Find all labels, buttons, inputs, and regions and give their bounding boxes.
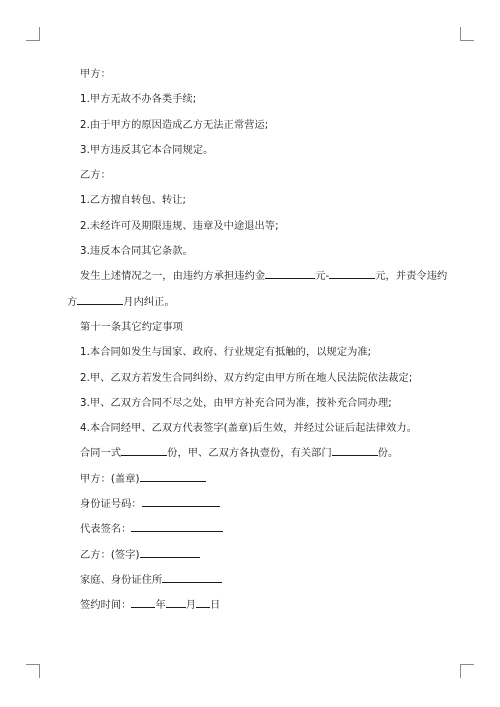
sign-day-blank[interactable] — [196, 598, 210, 608]
page-corner-mark-top-left — [26, 27, 40, 41]
article-11-item-1: 1.本合同如发生与国家、政府、行业规定有抵触的，以规定为准; — [80, 347, 372, 359]
id-number-line — [80, 492, 435, 517]
page-corner-mark-bottom-right — [460, 664, 474, 678]
month-label: 月 — [185, 600, 197, 612]
party-a-item-2: 2.由于甲方的原因造成乙方无法正常营运; — [80, 119, 269, 131]
penalty-text-1: 发生上述情况之一，由违约方承担违约金 — [80, 271, 266, 283]
penalty-text-3: 元，并责令违约 — [375, 271, 448, 283]
article-11-item-4: 4.本合同经甲、乙双方代表签字(盖章)后生效，并经过公证后起法律效力。 — [80, 423, 417, 435]
copies-text-1: 合同一式 — [80, 448, 122, 460]
page-corner-mark-bottom-left — [26, 664, 40, 678]
party-b-heading: 乙方： — [80, 170, 111, 182]
copies-text-3: 份。 — [377, 448, 399, 460]
copies-total-blank[interactable] — [121, 446, 167, 456]
address-line — [80, 568, 435, 593]
address-blank[interactable] — [162, 573, 222, 583]
copies-text-2: 份，甲、乙双方各执壹份，有关部门 — [167, 448, 332, 460]
article-11-heading: 第十一条其它约定事项 — [80, 321, 183, 333]
penalty-text-4: 方 — [67, 296, 78, 308]
party-b-signature-blank[interactable] — [140, 548, 200, 558]
penalty-text-2: 元- — [315, 271, 330, 283]
penalty-text-5: 月内纠正。 — [123, 296, 175, 308]
party-b-item-3: 3.违反本合同其它条款。 — [80, 246, 193, 258]
penalty-amount-max-blank[interactable] — [329, 269, 375, 279]
copies-department-blank[interactable] — [332, 446, 378, 456]
sign-date-line — [80, 593, 435, 618]
penalty-clause — [80, 264, 448, 289]
sign-date-label: 签约时间： — [80, 600, 132, 612]
page-corner-mark-top-right — [460, 27, 474, 41]
id-number-label: 身份证号码： — [80, 499, 142, 511]
party-a-item-1: 1.甲方无故不办各类手续; — [80, 94, 197, 106]
id-number-blank[interactable] — [142, 497, 220, 507]
party-a-seal-blank[interactable] — [140, 472, 206, 482]
party-a-item-3: 3.甲方违反其它本合同规定。 — [80, 144, 214, 156]
document-page — [67, 62, 448, 619]
party-b-item-2: 2.未经许可及期限违规、违章及中途退出等; — [80, 220, 279, 232]
penalty-months-blank[interactable] — [77, 295, 123, 305]
representative-signature-blank[interactable] — [131, 522, 223, 532]
party-b-item-1: 1.乙方擅自转包、转让; — [80, 195, 187, 207]
penalty-clause-continued — [67, 290, 435, 315]
party-a-heading: 甲方： — [80, 69, 111, 80]
sign-month-blank[interactable] — [166, 598, 186, 608]
party-b-signature-label: 乙方：(签字) — [80, 549, 140, 561]
penalty-amount-min-blank[interactable] — [265, 269, 315, 279]
representative-line — [80, 517, 435, 542]
party-a-signature-line — [80, 467, 435, 492]
day-label: 日 — [210, 600, 221, 612]
article-11-item-2: 2.甲、乙双方若发生合同纠纷、双方约定由甲方所在地人民法院依法裁定; — [80, 372, 413, 384]
article-11-item-3: 3.甲、乙双方合同不尽之处，由甲方补充合同为准，按补充合同办理; — [80, 397, 392, 409]
party-a-seal-label: 甲方：(盖章) — [80, 473, 140, 485]
contract-copies-clause — [80, 441, 435, 466]
sign-year-blank[interactable] — [131, 598, 155, 608]
party-b-signature-line — [80, 543, 435, 568]
representative-label: 代表签名： — [80, 524, 132, 536]
year-label: 年 — [155, 600, 166, 612]
address-label: 家庭、身份证住所 — [80, 574, 163, 586]
